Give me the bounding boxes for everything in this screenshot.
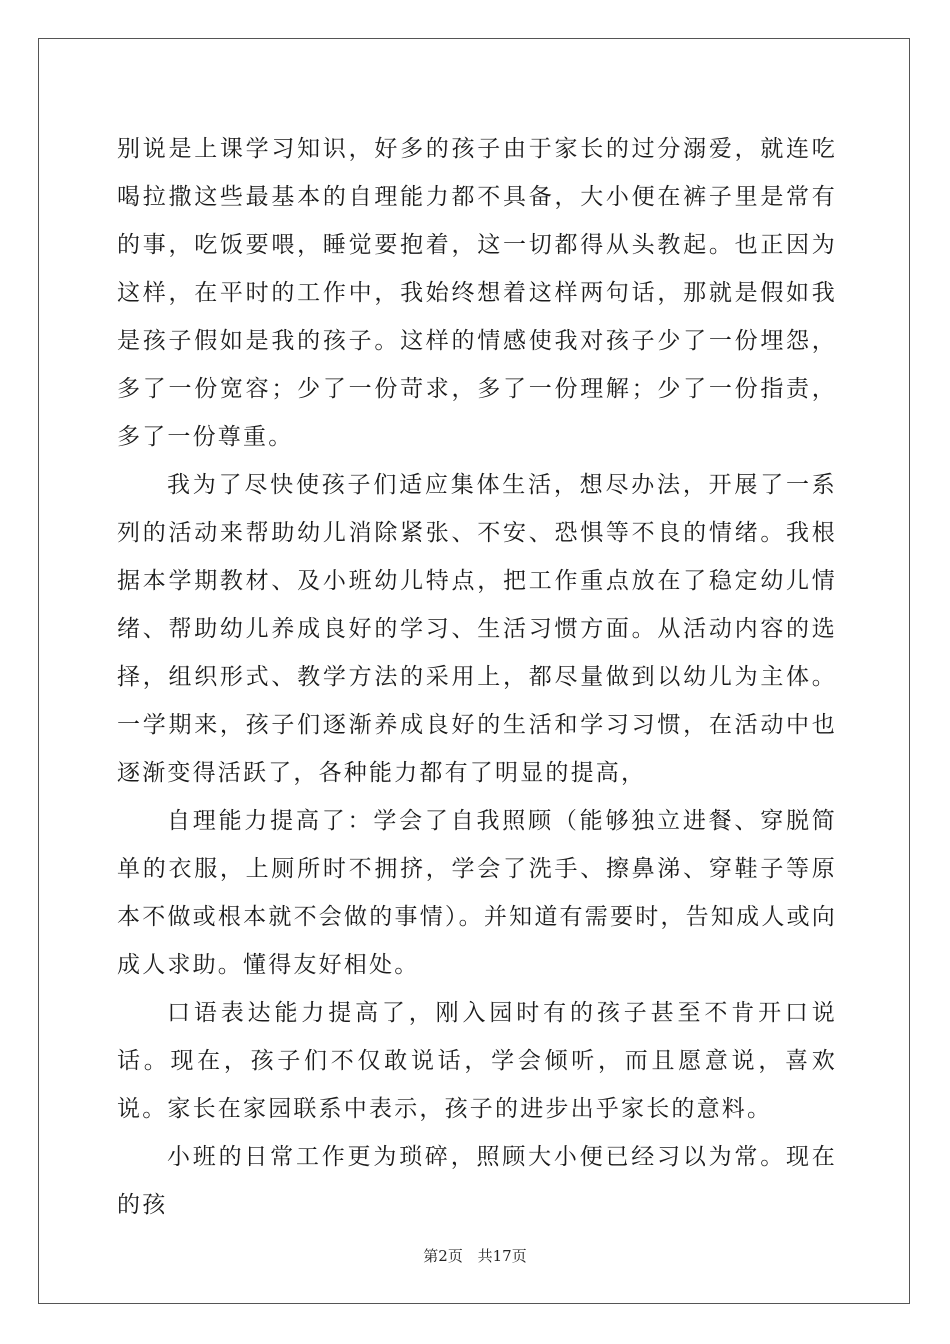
page-number: 第2页 — [423, 1247, 463, 1265]
paragraph-3: 自理能力提高了：学会了自我照顾（能够独立进餐、穿脱简单的衣服，上厕所时不拥挤，学会了洗手、擦鼻涕、穿鞋子等原本不做或根本就不会做的事情）。并知道有需要时，告知成人或向成人求助。懂得友好相处。 — [117, 808, 837, 978]
paragraph-5: 小班的日常工作更为琐碎，照顾大小便已经习以为常。现在的孩 — [117, 1144, 837, 1218]
page-footer — [0, 1245, 950, 1266]
paragraph-2: 我为了尽快使孩子们适应集体生活，想尽办法，开展了一系列的活动来帮助幼儿消除紧张、不安、恐惧等不良的情绪。我根据本学期教材、及小班幼儿特点，把工作重点放在了稳定幼儿情绪、帮助幼儿养成良好的学习、生活习惯方面。从活动内容的选择，组织形式、教学方法的采用上，都尽量做到以幼儿为主体。一学期来，孩子们逐渐养成良好的生活和学习习惯，在活动中也逐渐变得活跃了，各种能力都有了明显的提高， — [117, 472, 837, 786]
paragraph-4: 口语表达能力提高了，刚入园时有的孩子甚至不肯开口说话。现在，孩子们不仅敢说话，学会倾听，而且愿意说，喜欢说。家长在家园联系中表示，孩子的进步出乎家长的意料。 — [117, 1000, 837, 1122]
document-body — [117, 125, 837, 1229]
page-total: 共17页 — [477, 1247, 527, 1265]
paragraph-1: 别说是上课学习知识，好多的孩子由于家长的过分溺爱，就连吃喝拉撒这些最基本的自理能力都不具备，大小便在裤子里是常有的事，吃饭要喂，睡觉要抱着，这一切都得从头教起。也正因为这样，在平时的工作中，我始终想着这样两句话，那就是假如我是孩子假如是我的孩子。这样的情感使我对孩子少了一份埋怨，多了一份宽容；少了一份苛求，多了一份理解；少了一份指责，多了一份尊重。 — [117, 136, 837, 450]
